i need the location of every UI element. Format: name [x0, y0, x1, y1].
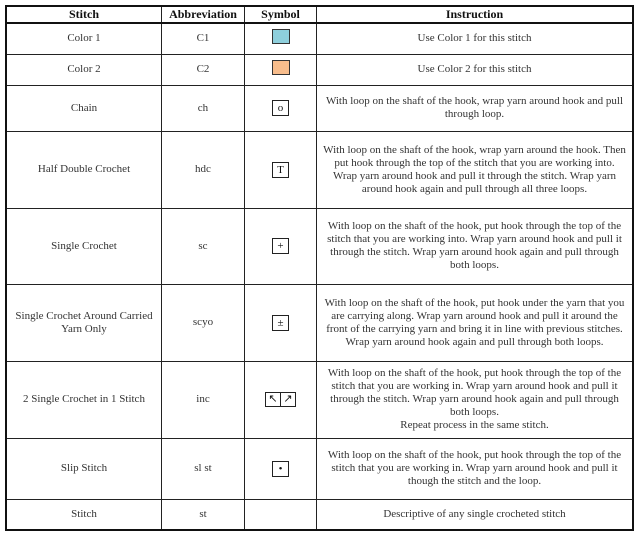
stitch-name: Single Crochet Around Carried Yarn Only — [6, 284, 162, 361]
abbreviation: ch — [162, 85, 245, 131]
stitch-name: Stitch — [6, 499, 162, 530]
color1-swatch-icon — [272, 29, 290, 44]
abbreviation: C1 — [162, 23, 245, 54]
table-row — [6, 85, 633, 131]
symbol-cell — [245, 284, 317, 361]
plus-minus-icon: ± — [272, 315, 289, 331]
table-row — [6, 23, 633, 54]
stitch-name: Single Crochet — [6, 208, 162, 284]
symbol-cell — [245, 499, 317, 530]
stitch-name: Half Double Crochet — [6, 131, 162, 208]
instruction: With loop on the shaft of the hook, wrap yarn around the hook. Then put hook through the top of the stitch that you are working into. Wrap yarn around hook and pull it through the stitch. Wrap yarn around hook again and pull through all three loops. — [317, 131, 634, 208]
symbol-cell — [245, 85, 317, 131]
color2-swatch-icon — [272, 60, 290, 75]
instruction: Use Color 1 for this stitch — [317, 23, 634, 54]
symbol-cell — [245, 208, 317, 284]
header-stitch: Stitch — [6, 6, 162, 23]
stitch-name: 2 Single Crochet in 1 Stitch — [6, 361, 162, 438]
symbol-cell — [245, 361, 317, 438]
chain-oval-icon: o — [272, 100, 289, 116]
table-row — [6, 499, 633, 530]
instruction: With loop on the shaft of the hook, wrap yarn around hook and pull through loop. — [317, 85, 634, 131]
table-row — [6, 208, 633, 284]
table-row — [6, 54, 633, 85]
arrow-up-right-icon: ↗ — [280, 393, 295, 406]
symbol-cell — [245, 131, 317, 208]
symbol-cell — [245, 23, 317, 54]
dot-icon: • — [272, 461, 289, 477]
instruction — [317, 361, 634, 438]
header-abbreviation: Abbreviation — [162, 6, 245, 23]
header-row — [6, 6, 633, 23]
table-row — [6, 284, 633, 361]
table-row — [6, 438, 633, 499]
plus-icon: + — [272, 238, 289, 254]
abbreviation: st — [162, 499, 245, 530]
t-symbol-icon: T — [272, 162, 289, 178]
table-row — [6, 131, 633, 208]
symbol-cell — [245, 54, 317, 85]
instruction: With loop on the shaft of the hook, put hook under the yarn that you are carrying along. Wrap yarn around hook and pull it around the front of the carrying yarn and bring it in line with previous stitches. Wrap yarn around hook again and pull through both loops. — [317, 284, 634, 361]
abbreviation: C2 — [162, 54, 245, 85]
header-instruction: Instruction — [317, 6, 634, 23]
header-symbol: Symbol — [245, 6, 317, 23]
instruction-extra: Repeat process in the same stitch. — [400, 419, 549, 431]
instruction: Use Color 2 for this stitch — [317, 54, 634, 85]
stitch-table — [5, 5, 634, 531]
stitch-name: Chain — [6, 85, 162, 131]
abbreviation: hdc — [162, 131, 245, 208]
symbol-cell — [245, 438, 317, 499]
abbreviation: sl st — [162, 438, 245, 499]
abbreviation: scyo — [162, 284, 245, 361]
instruction: With loop on the shaft of the hook, put hook through the top of the stitch that you are working in. Wrap yarn around hook and pull it though the stitch and the loop. — [317, 438, 634, 499]
arrow-up-left-icon: ↖ — [268, 393, 278, 405]
instruction: With loop on the shaft of the hook, put hook through the top of the stitch that you are working into. Wrap yarn around hook and pull it through the stitch. Wrap yarn around hook again and pull through both loops. — [317, 208, 634, 284]
increase-arrows-icon — [265, 392, 296, 407]
table-row — [6, 361, 633, 438]
abbreviation: sc — [162, 208, 245, 284]
stitch-name: Color 2 — [6, 54, 162, 85]
stitch-name: Color 1 — [6, 23, 162, 54]
abbreviation: inc — [162, 361, 245, 438]
instruction: Descriptive of any single crocheted stitch — [317, 499, 634, 530]
instruction-text: With loop on the shaft of the hook, put hook through the top of the stitch that you are working in. Wrap yarn around hook and pull it through the stitch. Wrap yarn around hook again and pull through both loops. — [327, 367, 622, 418]
stitch-name: Slip Stitch — [6, 438, 162, 499]
